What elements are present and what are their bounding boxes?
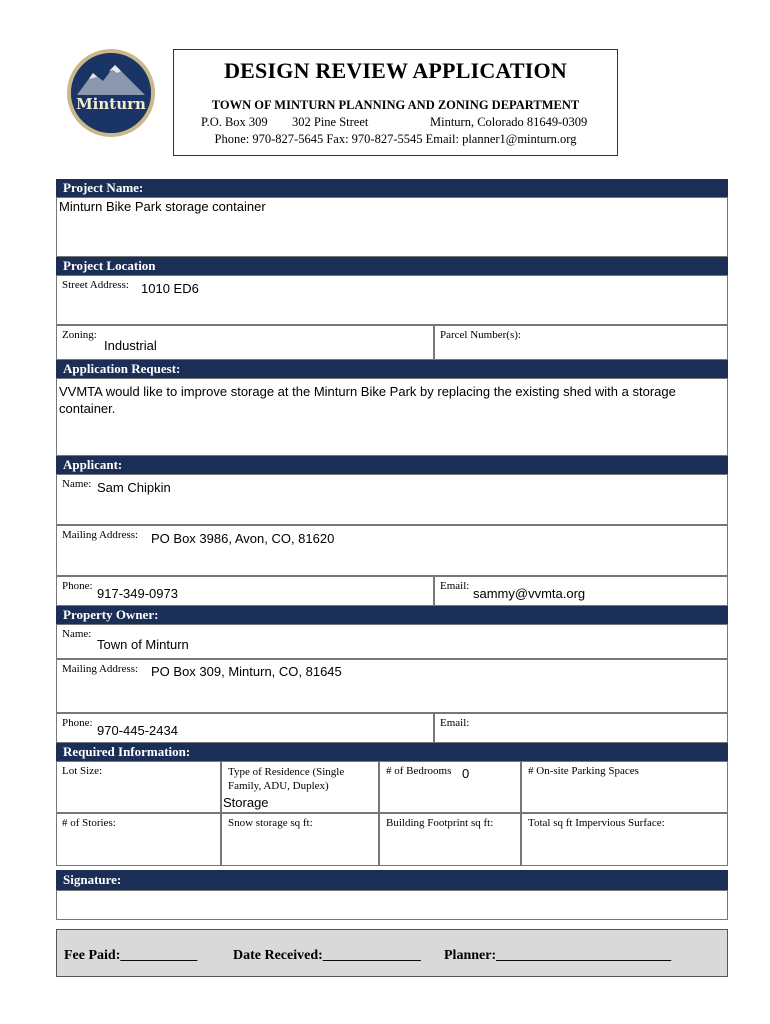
department-name: TOWN OF MINTURN PLANNING AND ZONING DEPARTMENT bbox=[211, 98, 580, 112]
zoning-field[interactable] bbox=[56, 325, 434, 360]
stories-field[interactable] bbox=[56, 813, 221, 866]
owner-mailing-label: Mailing Address: bbox=[62, 663, 139, 675]
applicant-phone-value: 917-349-0973 bbox=[97, 586, 178, 601]
application-request-heading: Application Request: bbox=[56, 360, 728, 378]
bedrooms-field[interactable] bbox=[379, 761, 521, 813]
planner-label: Planner:_________________________ bbox=[444, 948, 672, 963]
zoning-label: Zoning: bbox=[62, 329, 97, 341]
applicant-name-value: Sam Chipkin bbox=[97, 480, 171, 495]
street-address-field[interactable] bbox=[56, 275, 728, 325]
required-info-heading: Required Information: bbox=[56, 743, 728, 761]
logo-text: Minturn bbox=[76, 95, 146, 113]
applicant-email-label: Email: bbox=[440, 580, 470, 592]
building-footprint-field[interactable] bbox=[379, 813, 521, 866]
signature-heading: Signature: bbox=[56, 870, 728, 890]
parking-spaces-label: # On-site Parking Spaces bbox=[528, 765, 639, 777]
applicant-name-label: Name: bbox=[62, 478, 92, 490]
owner-email-field[interactable] bbox=[434, 713, 728, 743]
header-box bbox=[173, 49, 618, 156]
snow-storage-field[interactable] bbox=[221, 813, 379, 866]
street-address-value: 1010 ED6 bbox=[141, 281, 199, 296]
owner-email-label: Email: bbox=[440, 717, 470, 729]
owner-mailing-field[interactable] bbox=[56, 659, 728, 713]
residence-type-label: Type of Residence (Single Family, ADU, Duplex) bbox=[228, 766, 345, 792]
application-form bbox=[56, 179, 728, 920]
property-owner-heading: Property Owner: bbox=[56, 606, 728, 624]
snow-storage-label: Snow storage sq ft: bbox=[228, 817, 313, 829]
building-footprint-label: Building Footprint sq ft: bbox=[386, 817, 494, 829]
residence-type-value: Storage bbox=[223, 795, 269, 810]
signature-field[interactable] bbox=[56, 890, 728, 920]
parking-spaces-field[interactable] bbox=[521, 761, 728, 813]
owner-name-label: Name: bbox=[62, 628, 92, 640]
city-address: Minturn, Colorado 81649-0309 bbox=[430, 115, 588, 129]
lot-size-label: Lot Size: bbox=[62, 765, 103, 777]
owner-name-value: Town of Minturn bbox=[97, 637, 189, 652]
office-use-footer bbox=[56, 929, 728, 977]
applicant-email-field[interactable] bbox=[434, 576, 728, 606]
applicant-mailing-field[interactable] bbox=[56, 525, 728, 576]
zoning-value: Industrial bbox=[104, 338, 157, 353]
application-request-text: VVMTA would like to improve storage at the Minturn Bike Park by replacing the existing shed with a storage container. bbox=[59, 384, 676, 416]
impervious-surface-label: Total sq ft Impervious Surface: bbox=[528, 817, 665, 829]
bedrooms-label: # of Bedrooms bbox=[386, 765, 452, 777]
lot-size-field[interactable] bbox=[56, 761, 221, 813]
owner-phone-value: 970-445-2434 bbox=[97, 723, 178, 738]
project-name-value: Minturn Bike Park storage container bbox=[59, 199, 266, 214]
applicant-mailing-label: Mailing Address: bbox=[62, 529, 139, 541]
fee-paid-label: Fee Paid:___________ bbox=[64, 948, 198, 963]
applicant-phone-label: Phone: bbox=[62, 580, 93, 592]
owner-phone-field[interactable] bbox=[56, 713, 434, 743]
applicant-email-value: sammy@vvmta.org bbox=[473, 586, 586, 601]
application-request-field[interactable] bbox=[56, 378, 728, 456]
owner-name-field[interactable] bbox=[56, 624, 728, 659]
owner-mailing-value: PO Box 309, Minturn, CO, 81645 bbox=[151, 664, 342, 679]
project-name-heading: Project Name: bbox=[56, 179, 728, 197]
street-address-label: Street Address: bbox=[62, 279, 129, 291]
form-title: DESIGN REVIEW APPLICATION bbox=[224, 58, 567, 83]
applicant-mailing-value: PO Box 3986, Avon, CO, 81620 bbox=[151, 531, 335, 546]
minturn-logo bbox=[67, 49, 155, 137]
date-received-label: Date Received:______________ bbox=[233, 948, 421, 963]
applicant-phone-field[interactable] bbox=[56, 576, 434, 606]
impervious-surface-field[interactable] bbox=[521, 813, 728, 866]
bedrooms-value: 0 bbox=[462, 766, 470, 781]
contact-line: Phone: 970-827-5645 Fax: 970-827-5545 Email: planner1@minturn.org bbox=[214, 132, 577, 146]
project-name-field[interactable] bbox=[56, 197, 728, 257]
po-box: P.O. Box 309 bbox=[201, 115, 268, 129]
project-location-heading: Project Location bbox=[56, 257, 728, 275]
street-address: 302 Pine Street bbox=[292, 115, 369, 129]
parcel-number-field[interactable] bbox=[434, 325, 728, 360]
applicant-heading: Applicant: bbox=[56, 456, 728, 474]
stories-label: # of Stories: bbox=[62, 817, 116, 829]
parcel-number-label: Parcel Number(s): bbox=[440, 329, 521, 341]
applicant-name-field[interactable] bbox=[56, 474, 728, 525]
owner-phone-label: Phone: bbox=[62, 717, 93, 729]
residence-type-field[interactable] bbox=[221, 761, 379, 813]
